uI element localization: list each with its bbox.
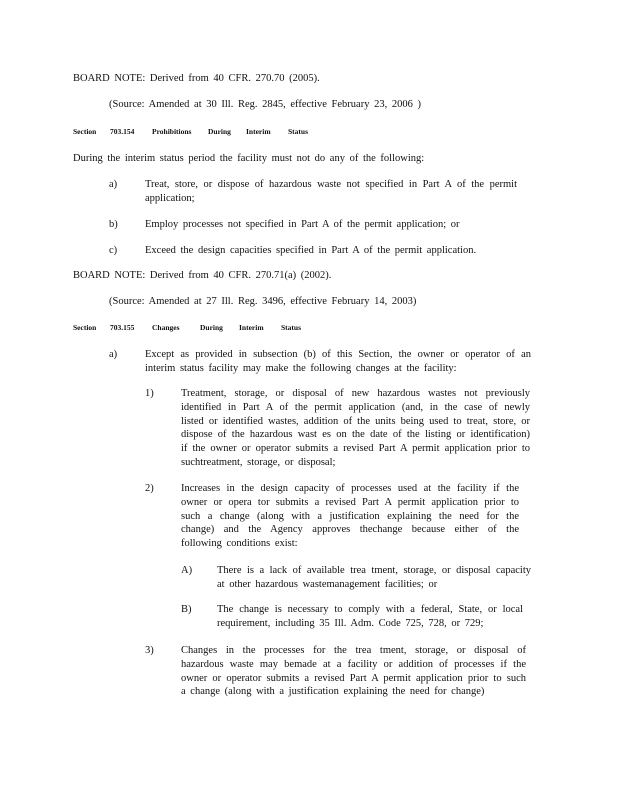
section-title-word: During (208, 127, 231, 136)
list-item-text: Treat, store, or dispose of hazardous waste not specified in Part A of the permit application; (145, 179, 517, 204)
source-note-703-154: (Source: Amended at 27 Ill. Reg. 3496, effective February 14, 2003) (109, 296, 417, 307)
list-marker: 3) (145, 645, 154, 656)
source-note-703-153: (Source: Amended at 30 Ill. Reg. 2845, effective February 23, 2006 ) (109, 99, 421, 110)
section-title-word: Prohibitions (152, 127, 192, 136)
list-marker: B) (181, 604, 192, 615)
list-item-text: Treatment, storage, or disposal of new hazardous wastes not previously identified in Part A of the permit application (and, in the case of newly listed or identified wastes, addition of the units being used to treat, store, or dispose of the hazardous wast es on the date of the listing or identification) if the owner or operator submits a revised Part A permit application prior to suchtreatment, storage, or disposal; (181, 388, 530, 468)
list-marker: b) (109, 219, 118, 230)
list-marker: c) (109, 245, 118, 256)
list-item-text: Employ processes not specified in Part A of the permit application; or (145, 219, 460, 230)
section-title-word: Status (288, 127, 309, 136)
list-marker: a) (109, 349, 118, 360)
board-note-703-153: BOARD NOTE: Derived from 40 CFR. 270.70 (2005). (73, 73, 320, 84)
section-label: Section (73, 323, 97, 332)
list-marker: 2) (145, 483, 154, 494)
list-item-text: Increases in the design capacity of processes used at the facility if the owner or opera tor submits a revised Part A permit application prior to such a change (along with a justification explaining the need for the change) and the Agency approves thechange because either of the following conditions exist: (181, 483, 519, 550)
list-item-text: There is a lack of available trea tment, storage, or disposal capacity at other hazardous wastemanagement facilities; or (217, 565, 531, 590)
section-number: 703.154 (110, 127, 135, 136)
section-intro-text: During the interim status period the facility must not do any of the following: (73, 153, 425, 164)
list-item-text: Exceed the design capacities specified in Part A of the permit application. (145, 245, 477, 256)
section-title-word: Interim (239, 323, 264, 332)
list-marker: a) (109, 179, 118, 190)
section-heading-703-155 (73, 323, 301, 333)
section-heading-703-154 (73, 127, 308, 137)
section-title-word: Status (281, 323, 302, 332)
section-number: 703.155 (110, 323, 135, 332)
section-title-word: Changes (152, 323, 180, 332)
list-item-text: Except as provided in subsection (b) of this Section, the owner or operator of an interim status facility may make the following changes at the facility: (145, 349, 531, 374)
section-label: Section (73, 127, 97, 136)
section-title-word: During (200, 323, 223, 332)
board-note-703-154: BOARD NOTE: Derived from 40 CFR. 270.71(a) (2002). (73, 270, 332, 281)
section-title-word: Interim (246, 127, 271, 136)
list-item-text: Changes in the processes for the trea tment, storage, or disposal of hazardous waste may bemade at a facility or addition of processes if the owner or operator submits a revised Part A permit application prior to such a change (along with a justification explaining the need for change) (181, 645, 526, 698)
list-marker: 1) (145, 388, 154, 399)
list-marker: A) (181, 565, 193, 576)
list-item-text: The change is necessary to comply with a federal, State, or local requirement, including 35 Ill. Adm. Code 725, 728, or 729; (217, 604, 523, 629)
